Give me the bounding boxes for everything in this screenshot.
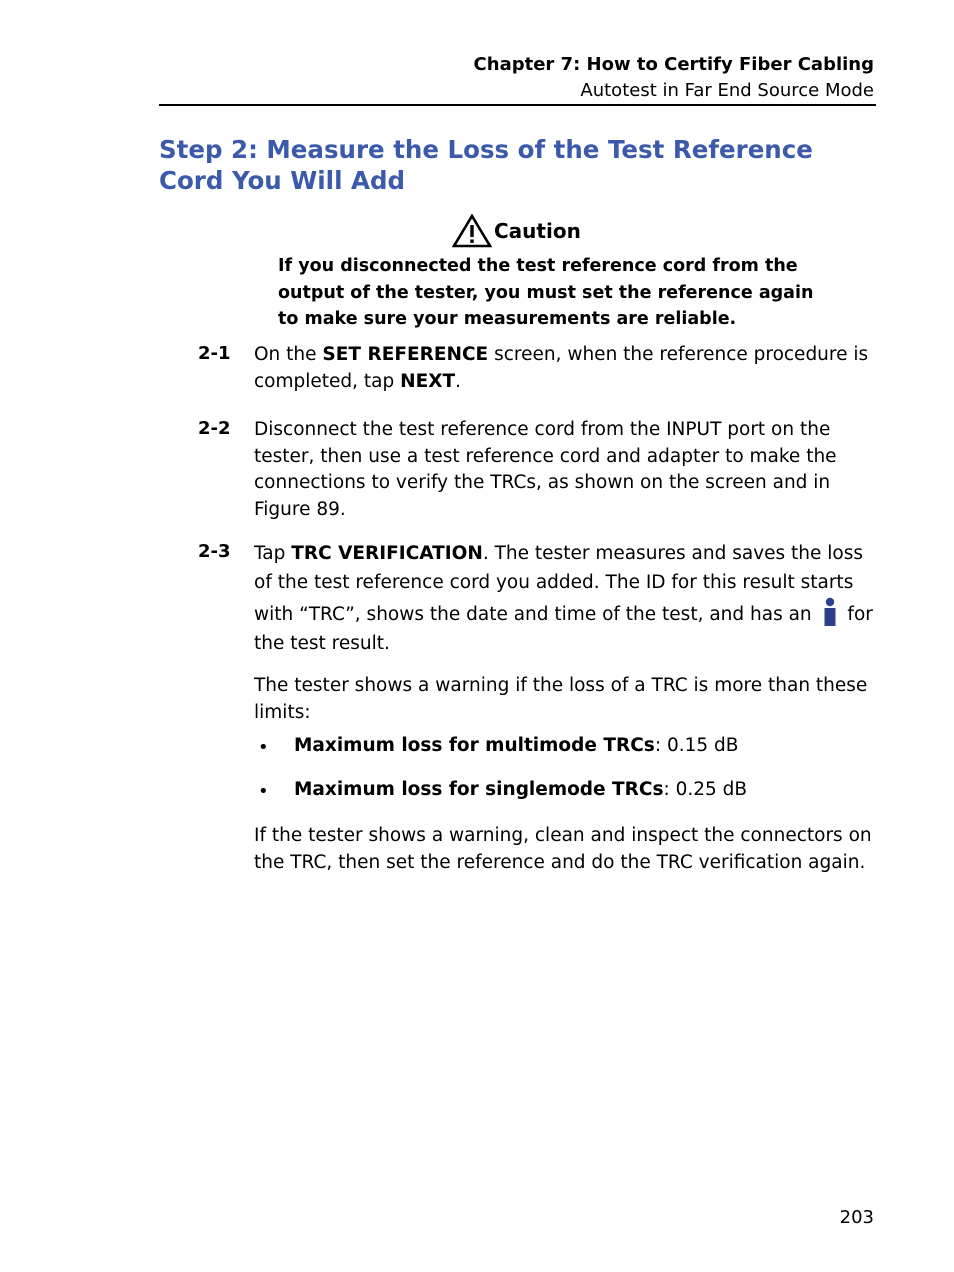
- step-heading: Step 2: Measure the Loss of the Test Reference Cord You Will Add: [159, 135, 813, 195]
- header-divider: [159, 104, 876, 106]
- button-name: TRC VERIFICATION: [291, 543, 483, 564]
- button-name: NEXT: [400, 370, 456, 392]
- substep-number: 2-1: [198, 343, 231, 364]
- section-title: Autotest in Far End Source Mode: [580, 80, 874, 101]
- warning-triangle-icon: [452, 214, 492, 248]
- substep-text: Tap TRC VERIFICATION. The tester measures and saves the loss of the test reference cord you added. The ID for this result starts with “TRC”, shows the date and time of the test, and has an for the test result.: [254, 543, 873, 654]
- list-item: Maximum loss for multimode TRCs: 0.15 dB: [294, 735, 739, 756]
- list-item: Maximum loss for singlemode TRCs: 0.25 dB: [294, 779, 748, 800]
- followup-text: If the tester shows a warning, clean and inspect the connectors on the TRC, then set the reference and do the TRC verification again.: [254, 825, 872, 873]
- substep-text: On the SET REFERENCE screen, when the reference procedure is completed, tap NEXT.: [254, 344, 869, 392]
- substep-text: Disconnect the test reference cord from the INPUT port on the tester, then use a test reference cord and adapter to make the connections to verify the TRCs, as shown on the screen and in Figure 89.: [254, 419, 837, 520]
- caution-text: If you disconnected the test reference cord from the output of the tester, you must set the reference again to make sure your measurements are reliable.: [278, 256, 814, 329]
- substep-number: 2-3: [198, 541, 231, 562]
- substep-number: 2-2: [198, 418, 231, 439]
- warning-intro: The tester shows a warning if the loss of a TRC is more than these limits:: [254, 675, 868, 723]
- caution-label: Caution: [494, 219, 581, 243]
- page-number: 203: [839, 1207, 874, 1228]
- caution-heading: [452, 213, 581, 249]
- chapter-title: Chapter 7: How to Certify Fiber Cabling: [473, 54, 874, 75]
- info-icon: [822, 597, 838, 627]
- screen-name: SET REFERENCE: [322, 344, 489, 365]
- bullet-icon: •: [258, 781, 269, 802]
- bullet-icon: •: [258, 737, 269, 758]
